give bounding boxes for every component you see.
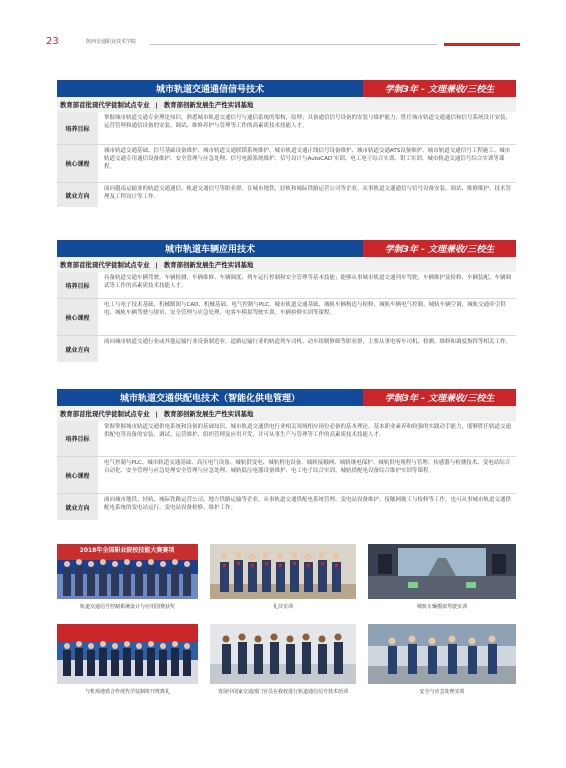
row-courses <box>57 457 516 494</box>
photo-officials <box>210 624 356 684</box>
row-text: 面向城市地铁、轻轨、城际铁路运营公司、地方铁路运输等企业，从事轨道交通供配电系统管理、变电站设备维护、接触网施工与检修等工作，也可从事城市轨道交通供配电系统的变电站运行、变电站设备检修、维护工作。 <box>104 497 512 511</box>
section-tag: 学制3年 - 文理兼收/三校生 <box>363 389 516 406</box>
row-career <box>57 183 516 207</box>
row-text: 掌握城市轨道交通专业理论知识，熟悉城市轨道交通信号与通信系统的架构、原理；具备通信信号设备的安装与维护能力；胜任城市轨道交通通信和信号系统设计安装、运营管理和通信设备的安装、调试、维修养护与管理等工作的高素质技术技能人才。 <box>104 115 512 129</box>
row-goal <box>57 272 516 299</box>
section-tag: 学制3年 - 文理兼收/三校生 <box>363 80 516 97</box>
photo-ceremony <box>57 624 198 684</box>
row-text: 具备轨道交通车辆驾驶、车辆检测、车辆维修、车辆调度、列车运行控制和安全管理等基本技能；能够从事城市轨道交通列车驾驶、车辆维护及检修、车辆装配、车辆调试等工作的高素质技术技能人才。 <box>104 275 512 289</box>
simulator-photo-image <box>368 544 516 599</box>
photo-banner-text: 2018年全国职业院校技能大赛赛项 <box>79 547 175 554</box>
row-text: 电工与电子技术基础、机械制图与CAD、机械基础、电气控制与PLC、城市轨道交通基础、城轨车辆构造与检修、城轨车辆电气控制、城轨车辆空调、城轨交通牵引供电、城轨车辆驾驶与规章、安全管理与应急处理、电客车模拟驾驶实训、车辆检修实训等课程。 <box>104 302 506 316</box>
photo-caption: 礼仪实训 <box>272 604 293 610</box>
page-number: 23 <box>46 36 59 47</box>
row-text: 电气控制与PLC、城市轨道交通基础、高压电气设备、城轨供变电、城轨机电设备、城轨接触网、城轨继电保护、城轨供电规程与管理、传感器与检测技术、变电站综合自动化、安全管理与应急处理安全管理与应急处理、城轨低压电器设备维护、电工电子综合实训、城轨供配电设备综合维护实训等课程。 <box>104 460 511 474</box>
row-label: 核心课程 <box>57 299 98 335</box>
row-courses <box>57 145 516 183</box>
row-label: 培养目标 <box>57 421 98 456</box>
photo-etiquette <box>210 544 356 599</box>
row-label: 培养目标 <box>57 112 98 144</box>
photo-safety <box>368 624 516 684</box>
row-career <box>57 494 516 520</box>
badge-right: 教育部创新发展生产性实训基地 <box>163 101 254 109</box>
badge-separator: | <box>155 260 158 269</box>
section-power-supply <box>57 389 516 520</box>
photo-caption: 城轨车辆模拟驾驶实训 <box>416 604 467 610</box>
badge-left: 教育部首批现代学徒制试点专业 <box>60 261 150 269</box>
row-text: 面向城市轨道交通行业或其他运输行业设备制造业、道路运输行业的轨道列车司机、动车组制修师等职业群，主要从事电客车司机、检测、维修和调度指挥等相关工作。 <box>104 339 512 345</box>
row-text: 掌握掌握城市轨道交通供电系统和设备的基础知识、城市轨道交通供电行业相关领域相应岗位必备的基本理论、基本职业素养和较强的实践动手能力，能够胜任轨道交通供配电等设备的安装、调试、运营维护、组织管理及应用开发，并可从事生产与管理等工作的高素质技术技能人才。 <box>104 424 512 438</box>
award-photo-image <box>57 544 198 599</box>
row-label: 核心课程 <box>57 457 98 493</box>
row-label: 就业方向 <box>57 494 98 520</box>
section-communication-signal <box>57 80 516 207</box>
section-title: 城市轨道车辆应用技术 <box>57 240 363 257</box>
photo-caption: 安全与应急处理实训 <box>419 689 465 695</box>
photo-caption: 与机场地铁合作现代学徒制班开班典礼 <box>84 689 170 695</box>
row-text: 面向越南运输业的轨道交通通信、轨道交通信号等职业群。在城市地铁、轻轨和城际铁路运营公司等企业，从事轨道交通通信与信号设备安装、调试、维修维护、技术管理及工程设计等工作。 <box>104 186 512 200</box>
row-text: 城市轨道交通基础、信号基础设备维护、城市轨道交通联锁系统维护、城市轨道交通正线信号设备维护、城市轨道交通ATS设备维护、城市轨道交通信号工程施工、城市轨道交通专用通信设备维护、安全管理与应急处理、信号电源系统维护、信号设计与AutoCAD 实训、电工电子综合实训、钳工实训、城市轨道交通信号综合实训等课程。 <box>104 148 511 170</box>
row-courses <box>57 299 516 336</box>
row-label: 就业方向 <box>57 336 98 362</box>
badge-separator: | <box>155 100 158 109</box>
page-header <box>0 0 566 60</box>
section-title: 城市轨道交通通信信号技术 <box>57 80 363 97</box>
badge-left: 教育部首批现代学徒制试点专业 <box>60 101 150 109</box>
row-career <box>57 336 516 362</box>
section-title: 城市轨道交通供配电技术（智能化供电管理） <box>57 389 363 406</box>
badge-separator: | <box>155 409 158 418</box>
photo-grid <box>57 544 516 744</box>
badge-row <box>57 406 516 421</box>
row-label: 就业方向 <box>57 183 98 207</box>
photo-simulator <box>368 544 516 599</box>
section-tag: 学制3年 - 文理兼收/三校生 <box>363 240 516 257</box>
photo-caption: 轨道交通信号控制系统设计与应用国赛获奖 <box>79 604 175 610</box>
etiquette-photo-image <box>210 544 356 599</box>
header-accent-bar <box>444 43 520 46</box>
badge-right: 教育部创新发展生产性实训基地 <box>163 261 254 269</box>
safety-photo-image <box>368 624 516 684</box>
photo-award <box>57 544 198 599</box>
ceremony-photo-image <box>57 624 198 684</box>
header-rule <box>150 44 438 45</box>
row-goal <box>57 421 516 457</box>
row-label: 培养目标 <box>57 272 98 298</box>
badge-row <box>57 97 516 112</box>
badge-left: 教育部首批现代学徒制试点专业 <box>60 410 150 418</box>
officials-photo-image <box>210 624 356 684</box>
header-title: 陕西交通职业技术学院 <box>86 39 137 45</box>
row-label: 核心课程 <box>57 145 98 182</box>
badge-row <box>57 257 516 272</box>
row-goal <box>57 112 516 145</box>
section-vehicle <box>57 240 516 362</box>
photo-caption: 发展中国家交通部门官员在我校进行轨道通信信号技术培训 <box>217 689 348 695</box>
badge-right: 教育部创新发展生产性实训基地 <box>163 410 254 418</box>
